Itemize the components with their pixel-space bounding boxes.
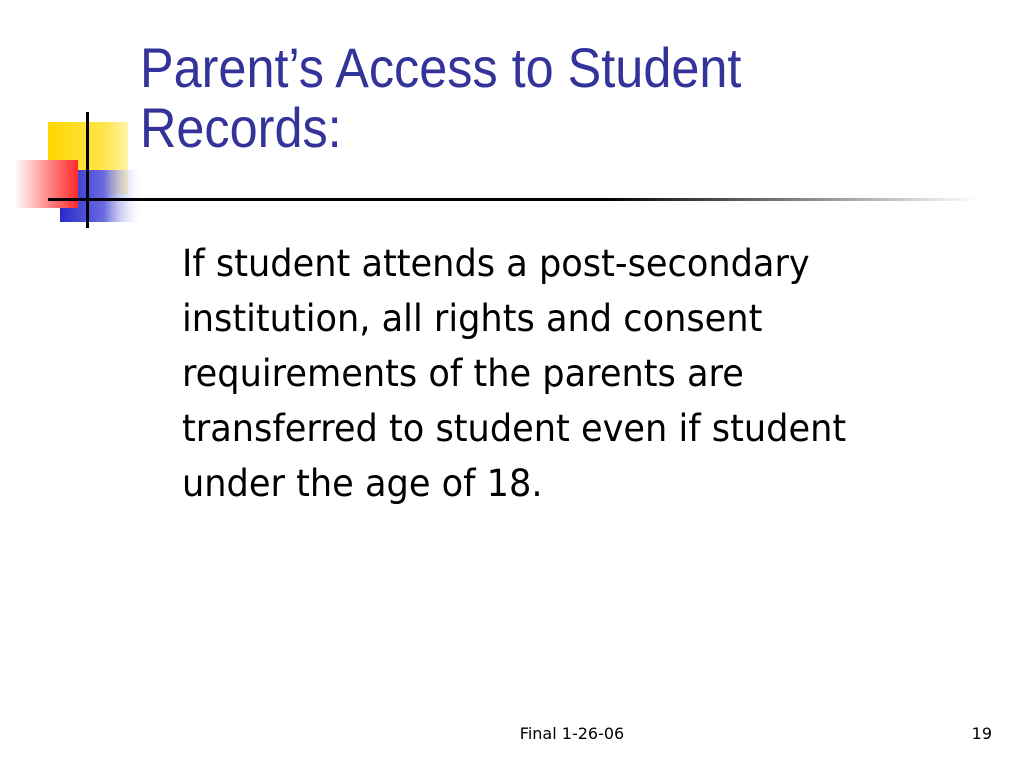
horizontal-rule [48, 198, 978, 201]
page-number: 19 [971, 724, 992, 743]
footer-version-label: Final 1-26-06 [519, 724, 625, 743]
vertical-rule [86, 112, 89, 228]
slide-body-text: If student attends a post-secondary institution, all rights and consent requirements of the parents are transferred to student even if student under the age of 18. [182, 242, 847, 505]
slide-title: Parent’s Access to Student Records: [140, 36, 742, 159]
